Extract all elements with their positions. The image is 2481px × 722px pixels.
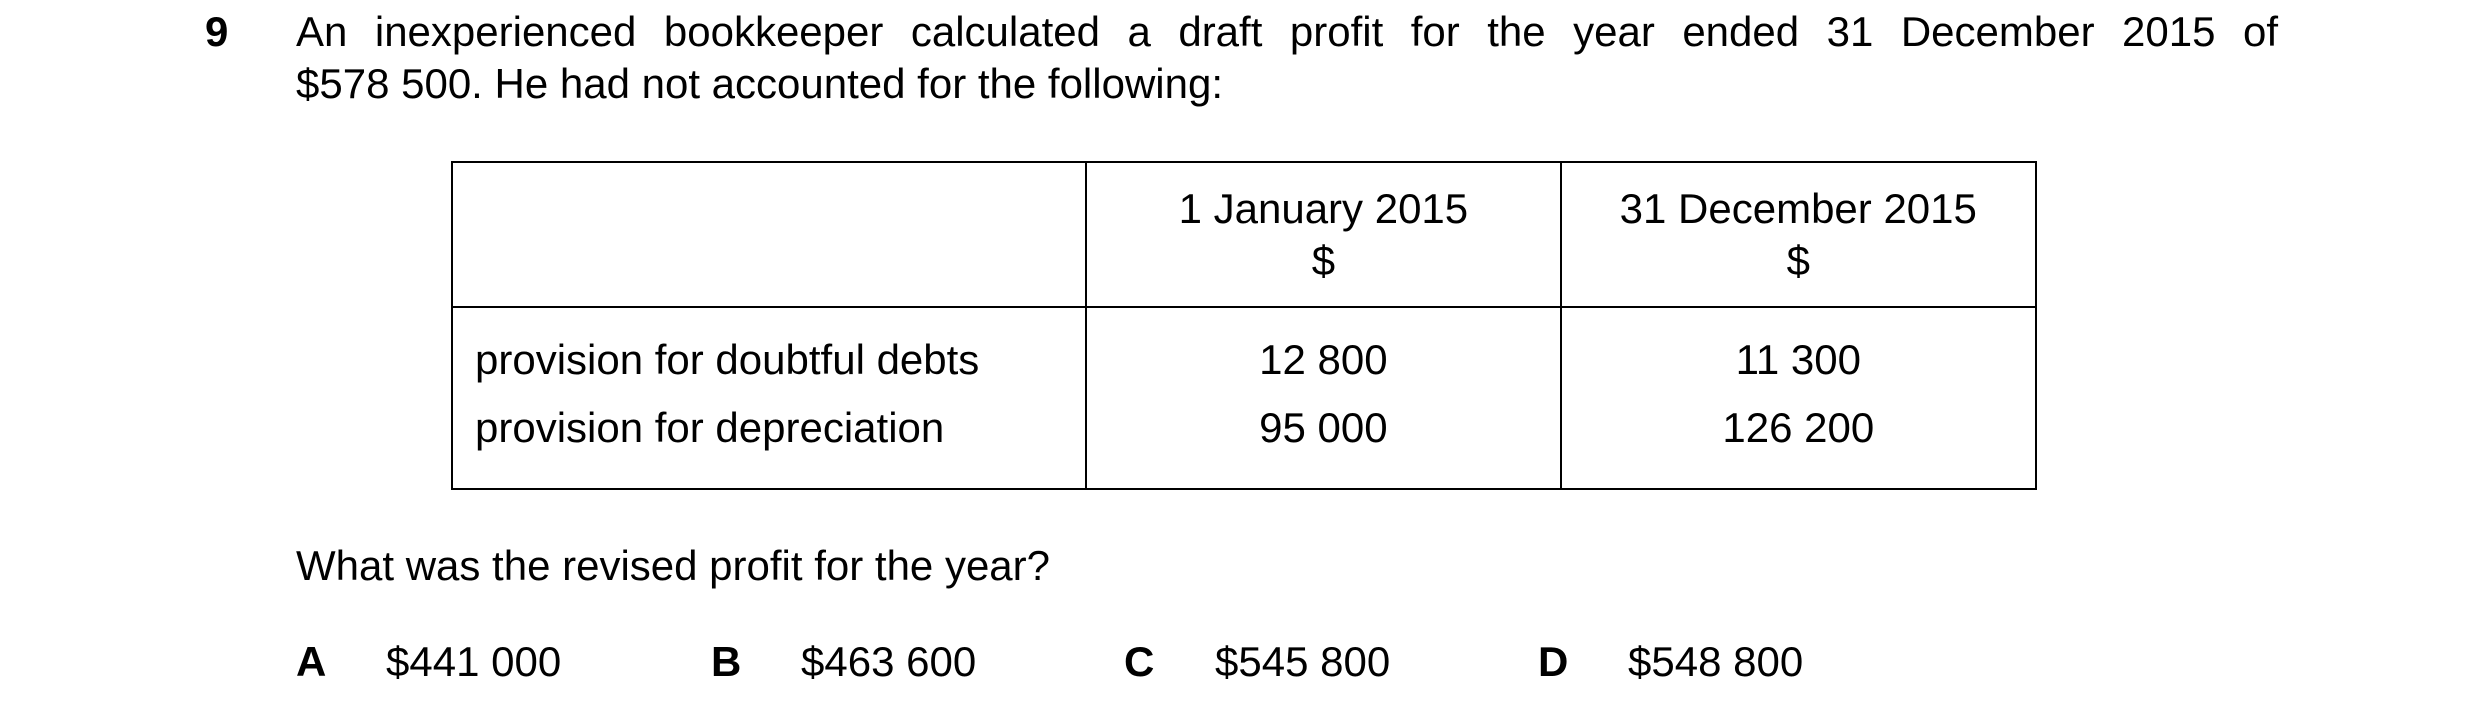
answer-options bbox=[0, 636, 2481, 688]
option-a-letter: A bbox=[296, 638, 327, 685]
question-stem-line-1: An inexperienced bookkeeper calculated a draft profit for the year ended 31 December 2015 of bbox=[296, 8, 2278, 55]
question-stem-line-2: $578 500. He had not accounted for the following: bbox=[296, 60, 1223, 107]
header-label: 1 January 2015 bbox=[1178, 184, 1469, 232]
question-number: 9 bbox=[205, 8, 229, 55]
option-b-letter: B bbox=[711, 638, 742, 685]
option-d-letter: D bbox=[1538, 638, 1569, 685]
row-label: provision for depreciation bbox=[452, 394, 1086, 489]
header-jan-2015 bbox=[1086, 162, 1560, 307]
header-unit: $ bbox=[1311, 236, 1336, 284]
header-label: 31 December 2015 bbox=[1619, 184, 1977, 232]
provisions-table bbox=[451, 161, 2037, 490]
header-unit: $ bbox=[1786, 236, 1810, 284]
cell-jan-value: 12 800 bbox=[1086, 307, 1560, 394]
table-row bbox=[452, 307, 2036, 394]
cell-dec-value: 126 200 bbox=[1561, 394, 2036, 489]
option-a-value: $441 000 bbox=[386, 638, 562, 685]
cell-jan-value: 95 000 bbox=[1086, 394, 1560, 489]
header-empty-cell bbox=[452, 162, 1086, 307]
option-c-letter: C bbox=[1124, 638, 1155, 685]
header-dec-2015 bbox=[1561, 162, 2036, 307]
option-b-value: $463 600 bbox=[801, 638, 977, 685]
row-label: provision for doubtful debts bbox=[452, 307, 1086, 394]
cell-dec-value: 11 300 bbox=[1561, 307, 2036, 394]
option-d-value: $548 800 bbox=[1628, 638, 1804, 685]
option-c-value: $545 800 bbox=[1215, 638, 1391, 685]
question-prompt: What was the revised profit for the year? bbox=[296, 542, 1051, 589]
table-header-row bbox=[452, 162, 2036, 307]
question-stem bbox=[296, 6, 2278, 110]
table-row bbox=[452, 394, 2036, 489]
